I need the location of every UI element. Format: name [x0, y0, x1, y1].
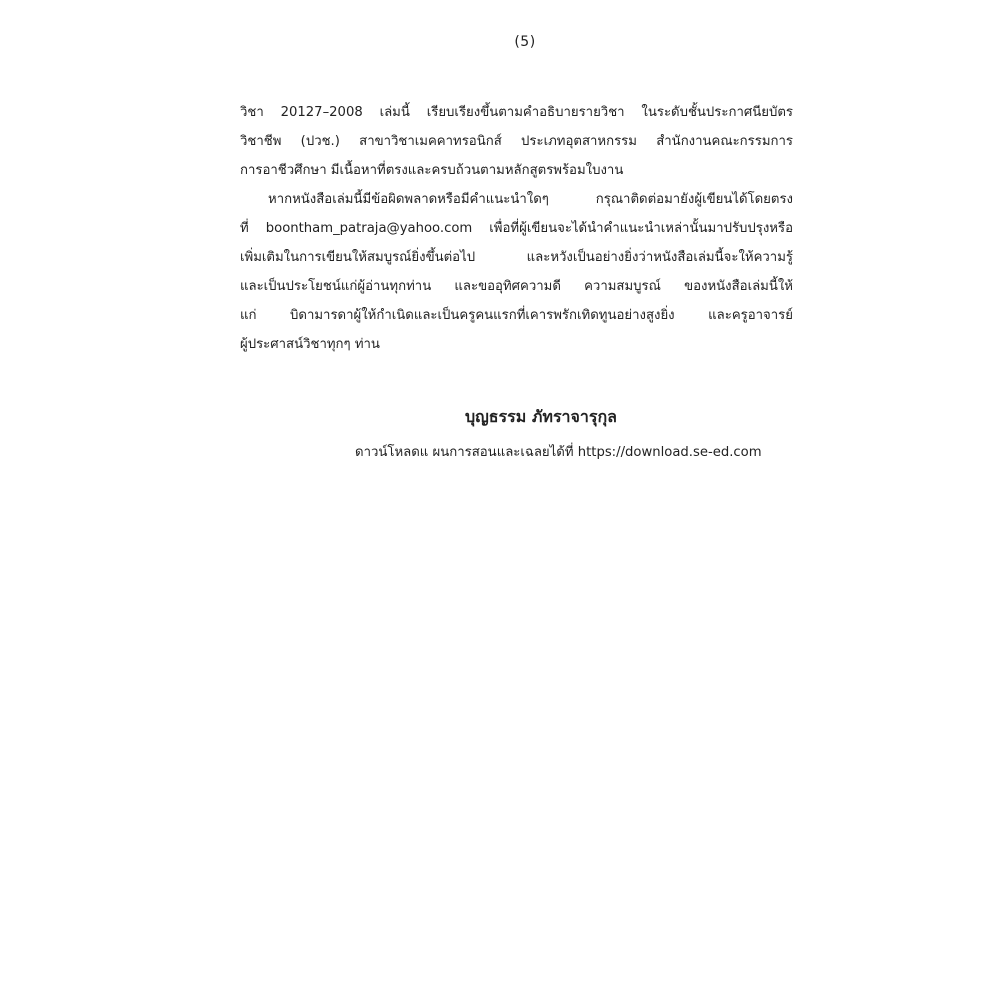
paragraph-line: แก่ บิดามารดาผู้ให้กำเนิดและเป็นครูคนแรกที่เคารพรักเทิดทูนอย่างสูงยิ่ง และครูอาจารย์	[240, 308, 793, 323]
paragraph-line: หากหนังสือเล่มนี้มีข้อผิดพลาดหรือมีคำแนะนำใดๆ กรุณาติดต่อมายังผู้เขียนได้โดยตรง	[268, 192, 793, 207]
paragraph-line: และเป็นประโยชน์แก่ผู้อ่านทุกท่าน และขออุทิศความดี ความสมบูรณ์ ของหนังสือเล่มนี้ให้	[240, 279, 793, 294]
paragraph-line: ผู้ประศาสน์วิชาทุกๆ ท่าน	[240, 337, 380, 352]
page-number: (5)	[514, 34, 536, 50]
download-note: ดาวน์โหลดแ ผนการสอนและเฉลยได้ที่ https://download.se-ed.com	[355, 445, 762, 460]
paragraph-line: ที่ boontham_patraja@yahoo.com เพื่อที่ผู้เขียนจะได้นำคำแนะนำเหล่านั้นมาปรับปรุงหรือ	[240, 221, 793, 236]
preface-body	[240, 98, 793, 359]
paragraph-line: เพิ่มเติมในการเขียนให้สมบูรณ์ยิ่งขึ้นต่อไป และหวังเป็นอย่างยิ่งว่าหนังสือเล่มนี้จะให้ความรู้	[240, 250, 793, 265]
paragraph-line: การอาชีวศึกษา มีเนื้อหาที่ตรงและครบถ้วนตามหลักสูตรพร้อมใบงาน	[240, 163, 624, 178]
paragraph-2	[240, 185, 793, 359]
paragraph-line: วิชา 20127–2008 เล่มนี้ เรียบเรียงขึ้นตามคำอธิบายรายวิชา ในระดับชั้นประกาศนียบัตร	[240, 105, 793, 120]
paragraph-1	[240, 98, 793, 185]
paragraph-line: วิชาชีพ (ปวช.) สาขาวิชาเมคคาทรอนิกส์ ประเภทอุตสาหกรรม สำนักงานคณะกรรมการ	[240, 134, 793, 149]
author-signature: บุญธรรม ภัทราจารุกุล	[465, 407, 617, 426]
